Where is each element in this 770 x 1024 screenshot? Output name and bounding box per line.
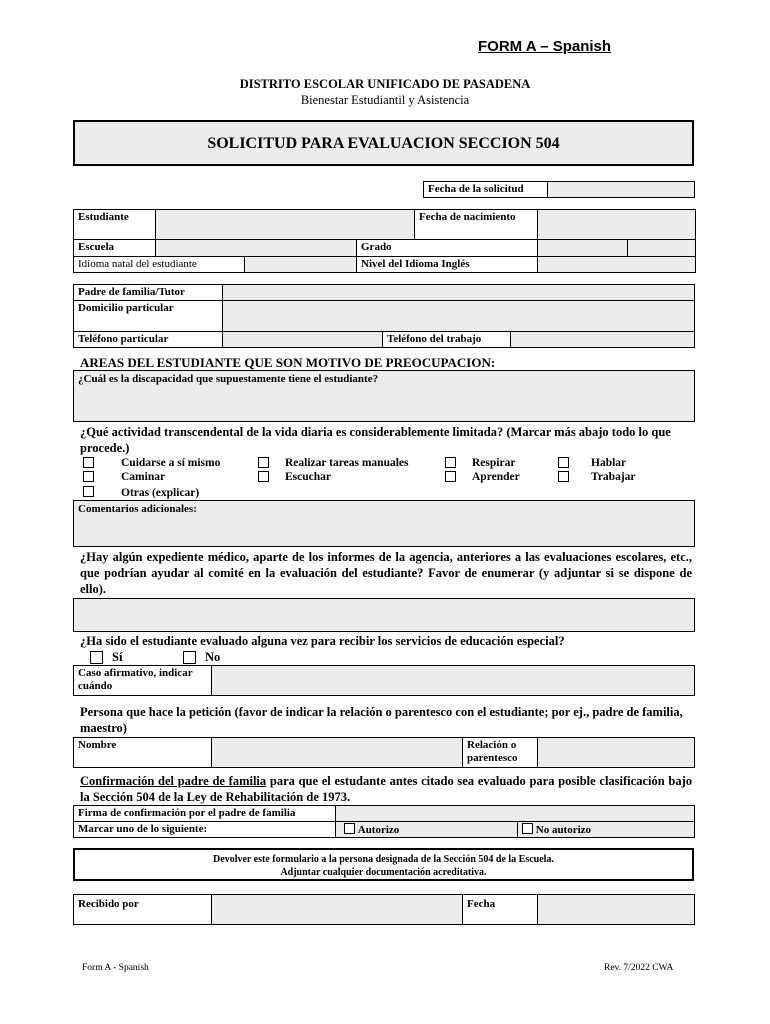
english-level-field[interactable] xyxy=(538,257,696,273)
grade-label: Grado xyxy=(357,240,538,257)
special-ed-when-table xyxy=(73,665,695,696)
option-other: Otras (explicar) xyxy=(121,487,200,499)
checkbox-walking[interactable] xyxy=(83,471,94,482)
medical-records-field[interactable] xyxy=(73,598,695,632)
footer-form-name: Form A - Spanish xyxy=(82,963,149,973)
not-authorize-label: No autorizo xyxy=(535,824,592,836)
school-label: Escuela xyxy=(74,240,156,257)
parent-name-label: Padre de familia/Tutor xyxy=(74,285,223,301)
student-name-label: Estudiante xyxy=(74,210,156,240)
checkbox-breathing[interactable] xyxy=(445,457,456,468)
option-manual-tasks: Realizar tareas manuales xyxy=(285,457,409,469)
checkbox-not-authorize[interactable] xyxy=(522,823,533,834)
confirmation-rest: para que el estudante antes citado sea evaluado para posible clasificación bajo la Sección 504 de la Ley de Rehabilitación de 1973. xyxy=(80,774,692,804)
requester-name-label: Nombre xyxy=(74,738,212,768)
requester-question: Persona que hace la petición (favor de indicar la relación o parentesco con el estudiante; por ej., padre de familia, maestro) xyxy=(80,705,683,735)
requester-name-field[interactable] xyxy=(212,738,463,768)
special-ed-when-field[interactable] xyxy=(212,666,695,696)
checkbox-working[interactable] xyxy=(558,471,569,482)
work-phone-label: Teléfono del trabajo xyxy=(383,332,511,348)
special-ed-question: ¿Ha sido el estudiante evaluado alguna vez para recibir los servicios de educación especial? xyxy=(80,634,565,648)
form-title: SOLICITUD PARA EVALUACION SECCION 504 xyxy=(73,120,694,166)
disability-field[interactable] xyxy=(73,370,695,422)
option-learning: Aprender xyxy=(472,471,520,483)
activity-question: ¿Qué actividad transcendental de la vida diaria es considerablemente limitada? (Marcar más abajo todo lo que procede.) xyxy=(80,425,671,455)
footer-revision: Rev. 7/2022 CWA xyxy=(604,963,674,973)
parent-name-field[interactable] xyxy=(223,285,695,301)
request-date-label: Fecha de la solicitud xyxy=(424,182,548,198)
confirmation-underlined: Confirmación del padre de familia xyxy=(80,774,267,788)
grade-field[interactable] xyxy=(538,240,628,257)
address-label: Domicilio particular xyxy=(74,301,223,332)
confirmation-text xyxy=(80,773,692,805)
comments-label: Comentarios adicionales: xyxy=(78,503,197,515)
option-self-care: Cuidarse a sí mismo xyxy=(121,457,221,469)
checkbox-other[interactable] xyxy=(83,486,94,497)
relation-field[interactable] xyxy=(538,738,695,768)
received-by-field[interactable] xyxy=(212,895,463,925)
student-name-field[interactable] xyxy=(156,210,415,240)
concern-heading: AREAS DEL ESTUDIANTE QUE SON MOTIVO DE PREOCUPACION: xyxy=(80,355,496,370)
signature-label: Firma de confirmación por el padre de familia xyxy=(74,806,336,822)
checkbox-self-care[interactable] xyxy=(83,457,94,468)
confirmation-table xyxy=(73,805,695,838)
disability-label: ¿Cuál es la discapacidad que supuestamente tiene el estudiante? xyxy=(78,373,379,385)
address-field[interactable] xyxy=(223,301,695,332)
choose-label: Marcar uno de lo siguiente: xyxy=(74,822,336,838)
checkbox-authorize[interactable] xyxy=(344,823,355,834)
authorize-label: Autorizo xyxy=(357,824,400,836)
special-ed-when-label: Caso afirmativo, indicar cuándo xyxy=(74,666,212,696)
district-name: DISTRITO ESCOLAR UNIFICADO DE PASADENA xyxy=(239,77,531,91)
home-phone-field[interactable] xyxy=(223,332,383,348)
home-phone-label: Teléfono particular xyxy=(74,332,223,348)
form-label: FORM A – Spanish xyxy=(478,38,612,55)
option-working: Trabajar xyxy=(591,471,636,483)
checkbox-speaking[interactable] xyxy=(558,457,569,468)
medical-question: ¿Hay algún expediente médico, aparte de los informes de la agencia, anteriores a las evaluaciones escolares, etc., que podrían ayudar al comité en la evaluación del estudiante? Favor de enumerar (y adjuntar si se dispone de ello). xyxy=(80,550,692,596)
department-name: Bienestar Estudiantil y Asistencia xyxy=(300,93,470,107)
return-notice xyxy=(73,848,694,881)
received-date-field[interactable] xyxy=(538,895,695,925)
birth-date-field[interactable] xyxy=(538,210,696,240)
option-yes: Sí xyxy=(112,650,123,664)
option-breathing: Respirar xyxy=(472,457,516,469)
checkbox-hearing[interactable] xyxy=(258,471,269,482)
option-walking: Caminar xyxy=(121,471,166,483)
requester-table xyxy=(73,737,695,768)
native-language-label: Idioma natal del estudiante xyxy=(74,257,245,273)
received-date-label: Fecha xyxy=(463,895,538,925)
comments-field[interactable] xyxy=(73,500,695,547)
return-notice-line2: Adjuntar cualquier documentación acreditativa. xyxy=(280,867,487,878)
checkbox-yes[interactable] xyxy=(90,651,103,664)
signature-field[interactable] xyxy=(336,806,695,822)
student-info-table xyxy=(73,209,696,273)
birth-date-label: Fecha de nacimiento xyxy=(415,210,538,240)
checkbox-learning[interactable] xyxy=(445,471,456,482)
work-phone-field[interactable] xyxy=(511,332,695,348)
option-speaking: Hablar xyxy=(591,457,627,469)
parent-info-table xyxy=(73,284,695,348)
grade-field-extra[interactable] xyxy=(628,240,696,257)
received-by-label: Recibido por xyxy=(74,895,212,925)
checkbox-manual-tasks[interactable] xyxy=(258,457,269,468)
option-hearing: Escuchar xyxy=(285,471,331,483)
request-date-field[interactable] xyxy=(548,182,695,198)
option-no: No xyxy=(205,650,221,664)
relation-label: Relación o parentesco xyxy=(463,738,538,768)
authorize-cell xyxy=(336,822,518,838)
request-date-table xyxy=(423,181,695,198)
received-table xyxy=(73,894,695,925)
not-authorize-cell xyxy=(518,822,695,838)
school-field[interactable] xyxy=(156,240,357,257)
native-language-field[interactable] xyxy=(245,257,357,273)
return-notice-line1: Devolver este formulario a la persona designada de la Sección 504 de la Escuela. xyxy=(213,854,554,865)
english-level-label: Nivel del Idioma Inglés xyxy=(357,257,538,273)
checkbox-no[interactable] xyxy=(183,651,196,664)
